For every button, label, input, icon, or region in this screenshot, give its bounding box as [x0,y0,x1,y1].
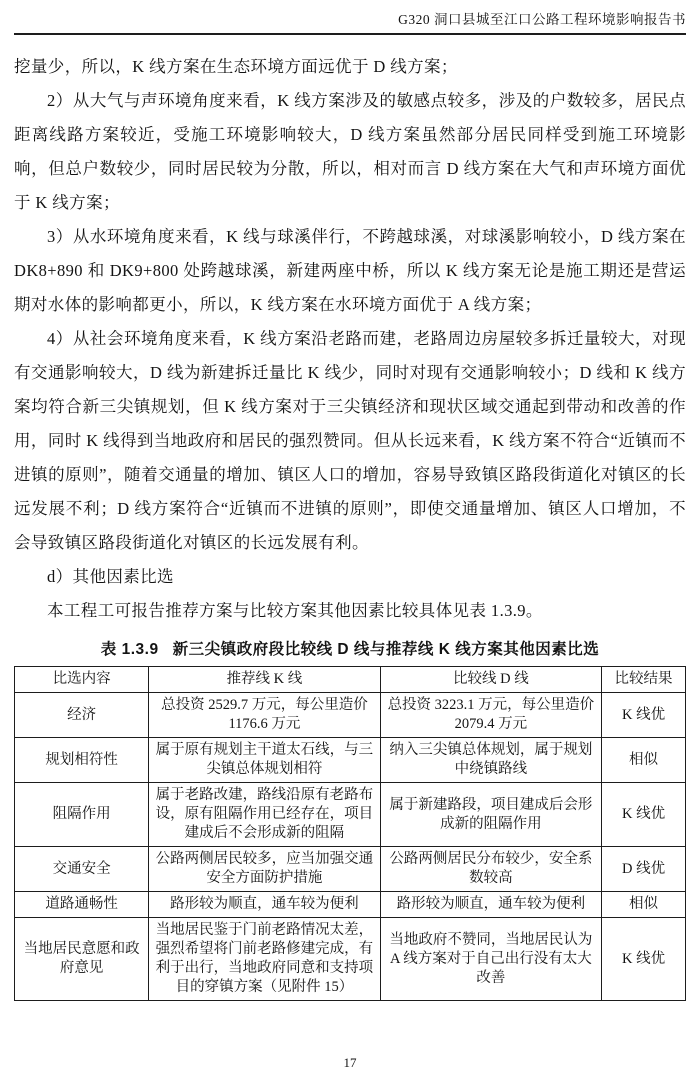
cell-result: D 线优 [602,847,686,892]
cell-item: 经济 [15,693,149,738]
body-text [14,50,686,628]
cell-k-line: 公路两侧居民较多，应当加强交通安全方面防护措施 [149,847,380,892]
comparison-table [14,666,686,1001]
table-row [15,918,686,1001]
table-header-row [15,667,686,693]
column-header-k-line: 推荐线 K 线 [149,667,380,693]
cell-result: K 线优 [602,783,686,847]
table-row [15,693,686,738]
table-row [15,847,686,892]
column-header-d-line: 比较线 D 线 [380,667,601,693]
paragraph-social: 4）从社会环境角度来看，K 线方案沿老路而建，老路周边房屋较多拆迁量较大，对现有交通影响较大，D 线为新建拆迁量比 K 线少，同时对现有交通影响较小；D 线和 K 线方案均符合新三尖镇规划，但 K 线方案对于三尖镇经济和现状区域交通起到带动和改善的作用，同时 K 线得到当地政府和居民的强烈赞同。但从长远来看，K 线方案不符合“近镇而不进镇的原则”，随着交通量的增加、镇区人口的增加，容易导致镇区路段街道化对镇区的长远发展不利；D 线方案符合“近镇而不进镇的原则”，即使交通量增加、镇区人口增加，不会导致镇区路段街道化对镇区的长远发展有利。 [14,329,686,552]
paragraph-air-noise: 2）从大气与声环境角度来看，K 线方案涉及的敏感点较多，涉及的户数较多，居民点距离线路方案较近，受施工环境影响较大，D 线方案虽然部分居民同样受到施工环境影响，但总户数较少，同时居民较为分散，所以，相对而言 D 线方案在大气和声环境方面优于 K 线方案； [14,91,686,212]
cell-result: K 线优 [602,693,686,738]
paragraph-water: 3）从水环境角度来看，K 线与球溪伴行，不跨越球溪，对球溪影响较小，D 线方案在 DK8+890 和 DK9+800 处跨越球溪，新建两座中桥，所以 K 线方案无论是施工期还是营运期对水体的影响都更小，所以，K 线方案在水环境方面优于 A 线方案； [14,227,686,314]
table-caption [14,637,686,659]
cell-k-line: 总投资 2529.7 万元，每公里造价 1176.6 万元 [149,693,380,738]
table-row [15,783,686,847]
cell-k-line: 路形较为顺直，通车较为便利 [149,892,380,918]
cell-result: 相似 [602,892,686,918]
paragraph-table-reference: 本工程工可报告推荐方案与比较方案其他因素比较具体见表 1.3.9。 [47,601,543,620]
cell-result: K 线优 [602,918,686,1001]
cell-result: 相似 [602,738,686,783]
report-title: G320 洞口县城至江口公路工程环境影响报告书 [398,12,686,27]
paragraph-continuation: 挖量少，所以，K 线方案在生态环境方面远优于 D 线方案； [14,57,458,76]
page-header [14,6,686,35]
table-row [15,738,686,783]
page-footer [0,1055,700,1071]
cell-d-line: 纳入三尖镇总体规划，属于规划中绕镇路线 [380,738,601,783]
table-caption-number: 表 1.3.9 [100,641,159,658]
cell-d-line: 公路两侧居民分布较少，安全系数较高 [380,847,601,892]
cell-k-line: 属于老路改建，路线沿原有老路布设，原有阻隔作用已经存在，项目建成后不会形成新的阻隔 [149,783,380,847]
table-row [15,892,686,918]
page-number: 17 [343,1055,357,1070]
cell-d-line: 属于新建路段，项目建成后会形成新的阻隔作用 [380,783,601,847]
cell-d-line: 路形较为顺直，通车较为便利 [380,892,601,918]
cell-item: 当地居民意愿和政府意见 [15,918,149,1001]
column-header-content: 比选内容 [15,667,149,693]
table-caption-title: 新三尖镇政府段比较线 D 线与推荐线 K 线方案其他因素比选 [172,641,600,658]
cell-k-line: 当地居民鉴于门前老路情况太差，强烈希望将门前老路修建完成，有利于出行，当地政府同意和支持项目的穿镇方案（见附件 15） [149,918,380,1001]
column-header-result: 比较结果 [602,667,686,693]
cell-item: 交通安全 [15,847,149,892]
cell-k-line: 属于原有规划主干道太石线，与三尖镇总体规划相符 [149,738,380,783]
cell-d-line: 当地政府不赞同，当地居民认为 A 线方案对于自己出行没有太大改善 [380,918,601,1001]
cell-item: 规划相符性 [15,738,149,783]
cell-item: 道路通畅性 [15,892,149,918]
paragraph-other-factors-heading: d）其他因素比选 [47,567,174,586]
cell-d-line: 总投资 3223.1 万元，每公里造价 2079.4 万元 [380,693,601,738]
cell-item: 阻隔作用 [15,783,149,847]
